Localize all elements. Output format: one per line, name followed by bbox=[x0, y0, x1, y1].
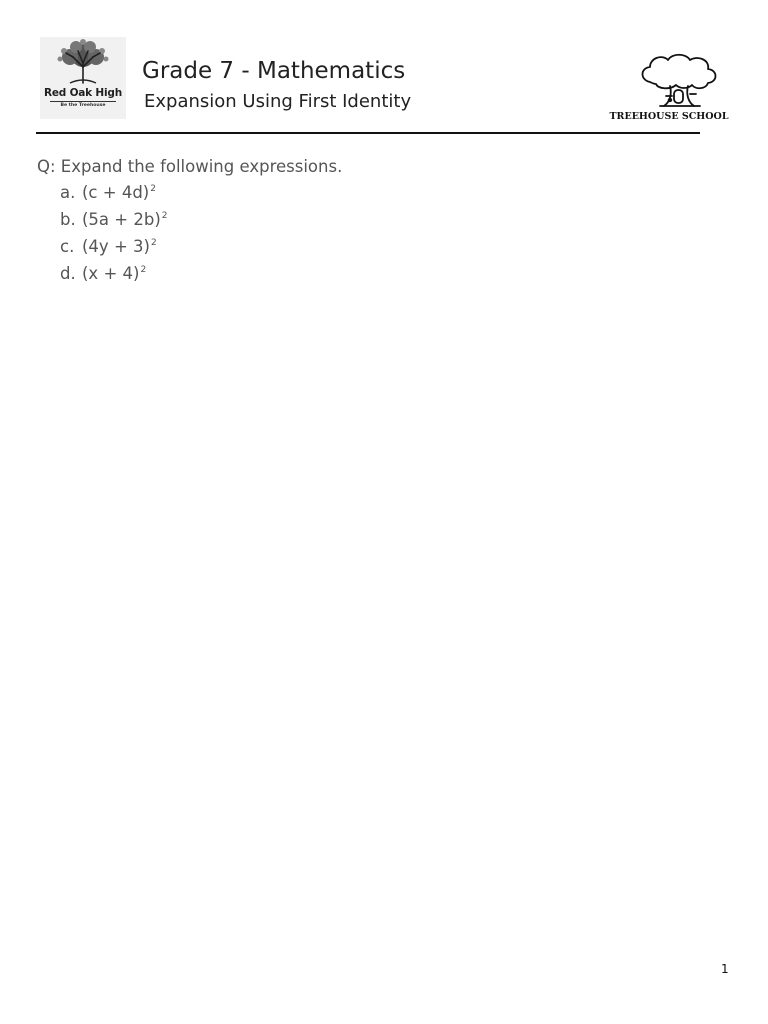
left-logo-divider bbox=[50, 101, 116, 102]
item-exponent: 2 bbox=[161, 211, 168, 221]
right-logo-name: TREEHOUSE SCHOOL bbox=[609, 111, 729, 122]
item-letter: a. bbox=[60, 183, 76, 202]
header-divider bbox=[36, 132, 700, 134]
list-item bbox=[60, 210, 168, 237]
tree-logo-icon bbox=[40, 37, 126, 87]
left-logo-tagline: Be the Treehouse bbox=[60, 103, 106, 108]
red-oak-high-logo bbox=[40, 37, 126, 119]
item-letter: d. bbox=[60, 264, 76, 283]
item-letter: b. bbox=[60, 210, 76, 229]
page-subtitle: Expansion Using First Identity bbox=[144, 91, 412, 112]
item-expression: (x + 4) bbox=[82, 264, 140, 283]
page-title: Grade 7 - Mathematics bbox=[142, 58, 406, 84]
item-expression: (c + 4d) bbox=[82, 183, 150, 202]
item-expression: (4y + 3) bbox=[82, 237, 150, 256]
list-item bbox=[60, 237, 168, 264]
left-logo-name: Red Oak High bbox=[43, 87, 122, 99]
item-exponent: 2 bbox=[150, 238, 157, 248]
question-prompt: Q: Expand the following expressions. bbox=[37, 157, 343, 176]
page-number: 1 bbox=[721, 962, 729, 976]
item-expression: (5a + 2b) bbox=[82, 210, 161, 229]
item-exponent: 2 bbox=[140, 265, 147, 275]
list-item bbox=[60, 264, 168, 291]
item-exponent: 2 bbox=[150, 184, 156, 194]
list-item bbox=[60, 183, 168, 210]
expression-list bbox=[60, 183, 168, 291]
item-letter: c. bbox=[60, 237, 75, 256]
treehouse-logo-icon bbox=[636, 52, 722, 110]
